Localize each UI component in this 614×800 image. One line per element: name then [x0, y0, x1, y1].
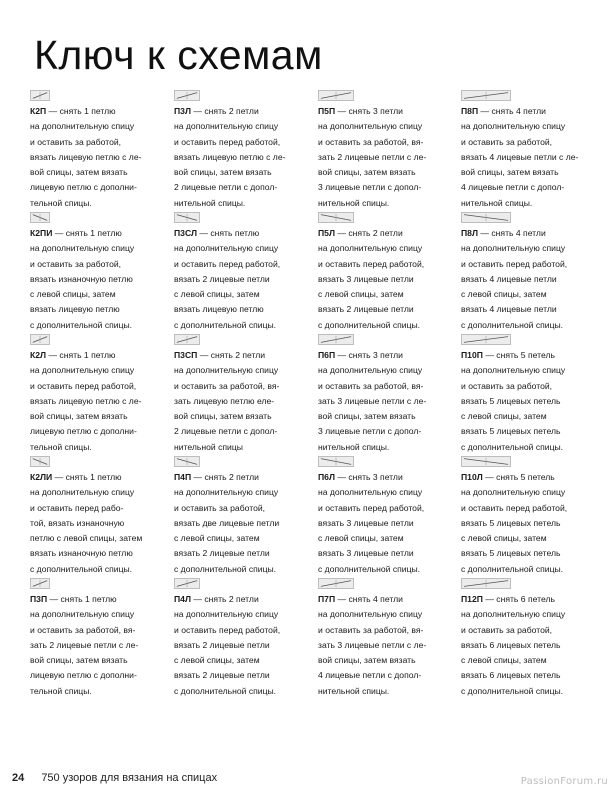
- stitch-description-line: и оставить за работой,: [30, 136, 122, 147]
- key-entry-heading: [461, 104, 597, 119]
- key-entry-heading: [174, 104, 310, 119]
- stitch-description-line: с левой спицы, затем: [461, 655, 547, 666]
- stitch-description-line: на дополнительную спицу: [174, 487, 279, 498]
- stitch-description-line: на дополнительную спицу: [30, 487, 135, 498]
- stitch-code: П7П: [318, 594, 336, 604]
- stitch-description-line: лицевую петлю с дополни-: [30, 670, 137, 681]
- stitch-description-line: с дополнительной спицы.: [30, 563, 133, 574]
- stitch-description-line: на дополнительную спицу: [318, 121, 423, 132]
- stitch-description-line: вязать лицевую петлю с ле-: [30, 395, 142, 406]
- stitch-description-line: на дополнительную спицу: [30, 365, 135, 376]
- stitch-description-line: с дополнительной спицы.: [461, 563, 564, 574]
- stitch-description-line: на дополнительную спицу: [318, 609, 423, 620]
- key-entry-heading: [30, 226, 166, 241]
- stitch-description-line: вязать 2 лицевые петли: [174, 670, 270, 681]
- cable-symbol-icon: [30, 578, 50, 589]
- stitch-description-line: вязать 3 лицевые петли: [318, 517, 414, 528]
- key-entry: [30, 578, 166, 699]
- stitch-description-line: и оставить перед работой,: [461, 502, 568, 513]
- cable-symbol-icon: [174, 90, 200, 101]
- cable-symbol-icon: [461, 456, 511, 467]
- stitch-description-line: вязать 2 лицевые петли: [174, 639, 270, 650]
- cable-symbol-icon: [318, 212, 354, 223]
- key-entry: [461, 334, 597, 455]
- stitch-code: П10Л: [461, 472, 483, 482]
- cable-symbol-icon: [318, 90, 354, 101]
- stitch-description-line: вой спицы, затем вязать: [174, 167, 272, 178]
- stitch-description-line: зать 3 лицевые петли с ле-: [318, 395, 427, 406]
- stitch-description-line: вязать 4 лицевые петли: [461, 273, 557, 284]
- stitch-code: П3П: [30, 594, 48, 604]
- stitch-description-line: вой спицы, затем вязать: [318, 167, 416, 178]
- key-entry-heading: [30, 104, 166, 119]
- stitch-description-line: с левой спицы, затем: [318, 533, 404, 544]
- stitch-description-line: вязать лицевую петлю: [174, 304, 264, 315]
- stitch-description-line: с левой спицы, затем: [174, 289, 260, 300]
- stitch-description-line: вязать 4 лицевые петли: [461, 304, 557, 315]
- stitch-code: П10П: [461, 350, 483, 360]
- stitch-description: — снять 4 петли: [480, 228, 546, 238]
- stitch-description-line: вязать лицевую петлю с ле-: [30, 151, 142, 162]
- stitch-description-line: вязать 5 лицевых петель: [461, 426, 561, 437]
- stitch-description-line: и оставить перед работой,: [174, 136, 281, 147]
- stitch-description-line: на дополнительную спицу: [461, 487, 566, 498]
- key-entry: [30, 456, 166, 577]
- stitch-description-line: с левой спицы, затем: [461, 289, 547, 300]
- stitch-description-line: с дополнительной спицы.: [174, 563, 277, 574]
- stitch-description-line: тельной спицы.: [30, 441, 92, 452]
- page-title: Ключ к схемам: [34, 32, 323, 78]
- stitch-description-line: петлю с левой спицы, затем: [30, 533, 143, 544]
- symbol-key-grid: [30, 90, 590, 710]
- stitch-code: П4П: [174, 472, 192, 482]
- stitch-description: — снять 3 петли: [337, 106, 403, 116]
- stitch-description: — снять 2 петли: [199, 350, 266, 360]
- stitch-description-line: и оставить перед работой,: [174, 624, 281, 635]
- stitch-description: — снять 2 петли: [193, 106, 259, 116]
- stitch-description-line: на дополнительную спицу: [30, 243, 135, 254]
- cable-symbol-icon: [30, 334, 50, 345]
- key-entry: [174, 334, 310, 455]
- stitch-description-line: нительной спицы.: [174, 197, 246, 208]
- stitch-description-line: на дополнительную спицу: [461, 243, 566, 254]
- stitch-description-line: вязать 5 лицевых петель: [461, 548, 561, 559]
- page-number: 24: [12, 772, 25, 784]
- key-entry: [318, 212, 454, 333]
- key-entry: [30, 90, 166, 211]
- cable-symbol-icon: [174, 456, 200, 467]
- stitch-description: — снять 3 петли: [337, 350, 403, 360]
- stitch-description-line: нительной спицы.: [318, 197, 390, 208]
- stitch-description-line: с дополнительной спицы.: [318, 319, 421, 330]
- key-entry-heading: [461, 470, 597, 485]
- cable-symbol-icon: [174, 212, 200, 223]
- stitch-code: К2ПИ: [30, 228, 53, 238]
- key-entry: [461, 578, 597, 699]
- stitch-description: — снять 1 петлю: [54, 472, 122, 482]
- stitch-description-line: нительной спицы.: [318, 441, 390, 452]
- key-entry-heading: [461, 226, 597, 241]
- stitch-description-line: и оставить за работой, вя-: [30, 624, 136, 635]
- stitch-description-line: вязать лицевую петлю с ле-: [174, 151, 286, 162]
- key-entry-heading: [30, 348, 166, 363]
- key-entry-heading: [174, 348, 310, 363]
- stitch-description-line: и оставить перед работой,: [30, 380, 137, 391]
- stitch-description-line: вязать 5 лицевых петель: [461, 517, 561, 528]
- cable-symbol-icon: [318, 334, 354, 345]
- key-entry-heading: [318, 592, 454, 607]
- stitch-description-line: и оставить перед работой,: [461, 258, 568, 269]
- stitch-code: П3СП: [174, 350, 198, 360]
- cable-symbol-icon: [461, 212, 511, 223]
- cable-symbol-icon: [174, 334, 200, 345]
- stitch-description-line: с левой спицы, затем: [174, 533, 260, 544]
- stitch-description-line: вой спицы, затем вязать: [30, 411, 128, 422]
- stitch-description-line: на дополнительную спицу: [174, 121, 279, 132]
- stitch-code: П8Л: [461, 228, 478, 238]
- stitch-description-line: вой спицы, затем вязать: [461, 167, 559, 178]
- stitch-description: — снять 4 петли: [337, 594, 403, 604]
- stitch-description-line: на дополнительную спицу: [30, 609, 135, 620]
- stitch-description-line: нительной спицы.: [461, 197, 533, 208]
- stitch-description-line: с дополнительной спицы.: [30, 319, 133, 330]
- stitch-description-line: вязать две лицевые петли: [174, 517, 280, 528]
- key-entry-heading: [318, 348, 454, 363]
- stitch-code: П3Л: [174, 106, 191, 116]
- stitch-description-line: на дополнительную спицу: [318, 243, 423, 254]
- cable-symbol-icon: [461, 90, 511, 101]
- stitch-description-line: на дополнительную спицу: [318, 487, 423, 498]
- stitch-description-line: на дополнительную спицу: [318, 365, 423, 376]
- stitch-description-line: нительной спицы: [174, 441, 243, 452]
- stitch-description-line: вязать 3 лицевые петли: [318, 548, 414, 559]
- stitch-description: — снять 5 петель: [485, 472, 555, 482]
- page-footer: [12, 772, 217, 784]
- key-entry: [318, 334, 454, 455]
- stitch-description-line: и оставить за работой, вя-: [318, 380, 424, 391]
- stitch-code: П12П: [461, 594, 483, 604]
- stitch-description-line: нительной спицы.: [318, 685, 390, 696]
- stitch-description-line: и оставить за работой, вя-: [318, 624, 424, 635]
- stitch-description-line: тельной спицы.: [30, 685, 92, 696]
- stitch-description-line: на дополнительную спицу: [174, 609, 279, 620]
- key-entry-heading: [30, 470, 166, 485]
- stitch-code: П5П: [318, 106, 336, 116]
- key-entry: [461, 90, 597, 211]
- stitch-description-line: вязать 2 лицевые петли: [318, 304, 414, 315]
- stitch-description-line: вязать 6 лицевых петель: [461, 670, 561, 681]
- stitch-description-line: вязать 4 лицевые петли с ле-: [461, 151, 579, 162]
- stitch-description-line: и оставить за работой,: [174, 502, 266, 513]
- stitch-description-line: и оставить перед работой,: [318, 258, 425, 269]
- stitch-description-line: с левой спицы, затем: [174, 655, 260, 666]
- stitch-description-line: и оставить за работой, вя-: [318, 136, 424, 147]
- stitch-description-line: и оставить перед рабо-: [30, 502, 124, 513]
- stitch-description-line: на дополнительную спицу: [174, 365, 279, 376]
- key-entry: [30, 212, 166, 333]
- cable-symbol-icon: [30, 90, 50, 101]
- key-entry: [174, 578, 310, 699]
- stitch-code: П8П: [461, 106, 479, 116]
- stitch-description-line: на дополнительную спицу: [174, 243, 279, 254]
- stitch-description-line: на дополнительную спицу: [461, 121, 566, 132]
- stitch-description-line: тельной спицы.: [30, 197, 92, 208]
- cable-symbol-icon: [461, 334, 511, 345]
- stitch-description-line: на дополнительную спицу: [461, 365, 566, 376]
- stitch-description-line: вой спицы, затем вязать: [318, 655, 416, 666]
- key-entry-heading: [174, 226, 310, 241]
- stitch-description-line: с левой спицы, затем: [30, 289, 116, 300]
- key-entry: [174, 456, 310, 577]
- key-entry-heading: [461, 592, 597, 607]
- stitch-description: — снять 4 петли: [480, 106, 546, 116]
- stitch-description-line: и оставить перед работой,: [174, 258, 281, 269]
- stitch-description-line: вой спицы, затем вязать: [318, 411, 416, 422]
- key-entry-heading: [318, 104, 454, 119]
- key-entry-heading: [318, 470, 454, 485]
- stitch-description-line: с левой спицы, затем: [461, 533, 547, 544]
- stitch-description-line: и оставить перед работой,: [318, 502, 425, 513]
- key-entry: [318, 456, 454, 577]
- stitch-description-line: зать лицевую петлю еле-: [174, 395, 275, 406]
- stitch-description-line: с левой спицы, затем: [318, 289, 404, 300]
- stitch-description: — снять 2 петли: [193, 472, 259, 482]
- stitch-code: К2ЛИ: [30, 472, 53, 482]
- key-entry: [318, 90, 454, 211]
- cable-symbol-icon: [461, 578, 511, 589]
- stitch-description-line: с дополнительной спицы.: [461, 441, 564, 452]
- stitch-code: П3СЛ: [174, 228, 197, 238]
- stitch-description: — снять 1 петлю: [48, 106, 116, 116]
- key-entry: [461, 212, 597, 333]
- cable-symbol-icon: [30, 212, 50, 223]
- stitch-description-line: вязать 5 лицевых петель: [461, 395, 561, 406]
- key-entry-heading: [461, 348, 597, 363]
- stitch-description-line: на дополнительную спицу: [461, 609, 566, 620]
- stitch-description-line: 3 лицевые петли с допол-: [318, 426, 422, 437]
- stitch-description-line: 2 лицевые петли с допол-: [174, 426, 278, 437]
- stitch-code: К2П: [30, 106, 47, 116]
- stitch-description-line: вязать 3 лицевые петли: [318, 273, 414, 284]
- stitch-description-line: с дополнительной спицы.: [461, 685, 564, 696]
- stitch-description-line: вязать изнаночную петлю: [30, 273, 133, 284]
- stitch-code: К2Л: [30, 350, 47, 360]
- stitch-description: — снять 2 петли: [193, 594, 259, 604]
- stitch-description: — снять 1 петлю: [48, 350, 116, 360]
- stitch-description-line: лицевую петлю с дополни-: [30, 182, 137, 193]
- key-entry: [461, 456, 597, 577]
- stitch-description-line: и оставить за работой,: [461, 136, 553, 147]
- stitch-description: — снять 1 петлю: [49, 594, 117, 604]
- stitch-description-line: вязать 6 лицевых петель: [461, 639, 561, 650]
- key-entry: [174, 212, 310, 333]
- stitch-description-line: вязать 2 лицевые петли: [174, 548, 270, 559]
- stitch-description-line: лицевую петлю с дополни-: [30, 426, 137, 437]
- stitch-description-line: и оставить за работой, вя-: [174, 380, 280, 391]
- key-entry-heading: [30, 592, 166, 607]
- stitch-code: П6Л: [318, 472, 335, 482]
- stitch-description-line: и оставить за работой,: [30, 258, 122, 269]
- stitch-description-line: той, вязать изнаночную: [30, 517, 125, 528]
- stitch-description: — снять 6 петель: [485, 594, 555, 604]
- stitch-description-line: с дополнительной спицы.: [174, 319, 277, 330]
- stitch-description: — снять 3 петли: [337, 472, 403, 482]
- stitch-description-line: и оставить за работой,: [461, 624, 553, 635]
- stitch-description-line: и оставить за работой,: [461, 380, 553, 391]
- stitch-description-line: с левой спицы, затем: [461, 411, 547, 422]
- stitch-description-line: с дополнительной спицы.: [461, 319, 564, 330]
- cable-symbol-icon: [30, 456, 50, 467]
- key-entry: [174, 90, 310, 211]
- key-entry: [318, 578, 454, 699]
- stitch-description-line: 3 лицевые петли с допол-: [318, 182, 422, 193]
- stitch-code: П4Л: [174, 594, 191, 604]
- key-entry-heading: [174, 592, 310, 607]
- stitch-description-line: 4 лицевые петли с допол-: [461, 182, 565, 193]
- stitch-description-line: 2 лицевые петли с допол-: [174, 182, 278, 193]
- stitch-description-line: с дополнительной спицы.: [318, 563, 421, 574]
- stitch-description-line: 4 лицевые петли с допол-: [318, 670, 422, 681]
- key-entry: [30, 334, 166, 455]
- cable-symbol-icon: [174, 578, 200, 589]
- cable-symbol-icon: [318, 578, 354, 589]
- stitch-description-line: вязать изнаночную петлю: [30, 548, 133, 559]
- stitch-description: — снять петлю: [199, 228, 260, 238]
- watermark: PassionForum.ru: [520, 776, 608, 787]
- key-entry-heading: [318, 226, 454, 241]
- stitch-description: — снять 1 петлю: [54, 228, 122, 238]
- cable-symbol-icon: [318, 456, 354, 467]
- stitch-description-line: на дополнительную спицу: [30, 121, 135, 132]
- stitch-description: — снять 2 петли: [337, 228, 403, 238]
- stitch-code: П5Л: [318, 228, 335, 238]
- stitch-description-line: вязать лицевую петлю: [30, 304, 120, 315]
- key-entry-heading: [174, 470, 310, 485]
- stitch-description-line: вой спицы, затем вязать: [174, 411, 272, 422]
- stitch-description-line: с дополнительной спицы.: [174, 685, 277, 696]
- stitch-description-line: вязать 2 лицевые петли: [174, 273, 270, 284]
- stitch-description-line: вой спицы, затем вязать: [30, 167, 128, 178]
- stitch-code: П6П: [318, 350, 336, 360]
- stitch-description-line: вой спицы, затем вязать: [30, 655, 128, 666]
- book-title: 750 узоров для вязания на спицах: [41, 772, 218, 784]
- stitch-description: — снять 5 петель: [485, 350, 555, 360]
- stitch-description-line: зать 3 лицевые петли с ле-: [318, 639, 427, 650]
- stitch-description-line: зать 2 лицевые петли с ле-: [30, 639, 139, 650]
- stitch-description-line: зать 2 лицевые петли с ле-: [318, 151, 427, 162]
